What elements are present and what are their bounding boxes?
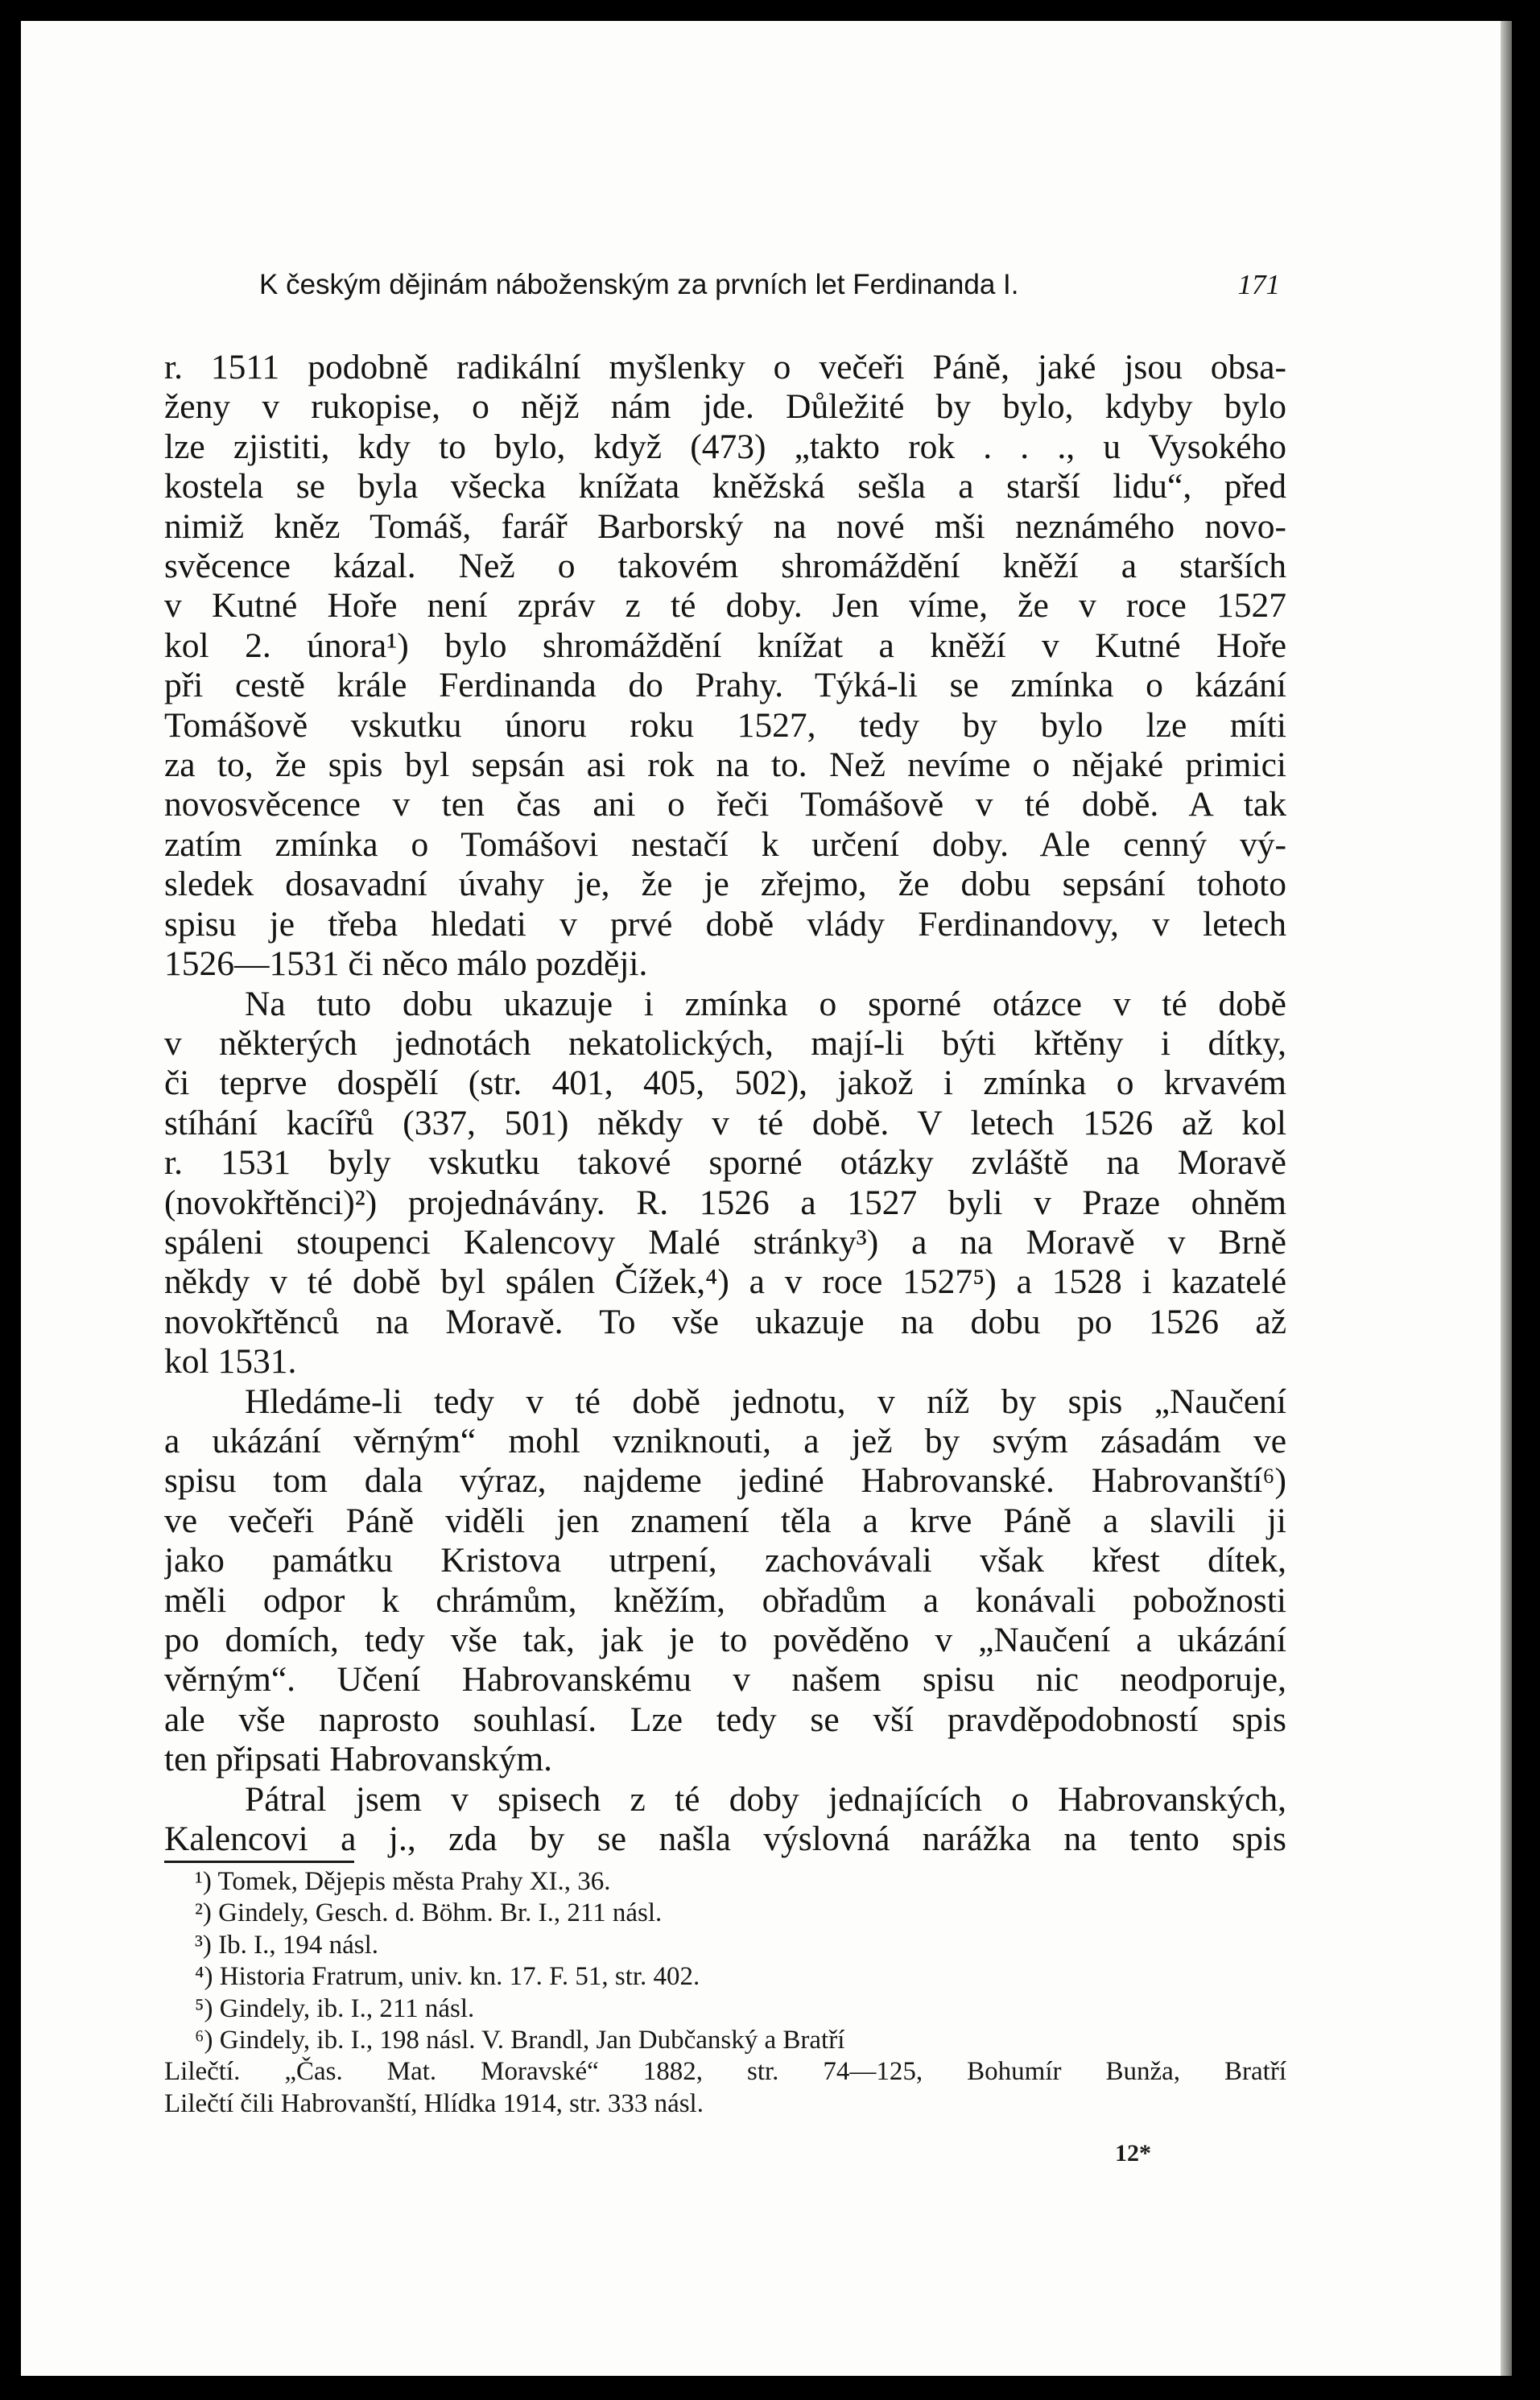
text-line: spisu tom dala výraz, najdeme jediné Habrovanské. Habrovanští⁶) [164,1461,1286,1501]
text-line: stíhání kacířů (337, 501) někdy v té době. V letech 1526 až kol [164,1103,1286,1142]
footnote: ³) Ib. I., 194 násl. [195,1930,379,1960]
text-line: jako památku Kristova utrpení, zachovávali však křest dítek, [164,1541,1286,1580]
footnotes [164,1866,1286,2120]
text-line: v Kutné Hoře není zpráv z té doby. Jen víme, že v roce 1527 [164,586,1286,626]
text-line: (novokřtěnci)²) projednávány. R. 1526 a 1527 byli v Praze ohněm [164,1183,1286,1222]
text-line: věrným“. Učení Habrovanskému v našem spisu nic neodporuje, [164,1660,1286,1700]
text-line: měli odpor k chrámům, kněžím, obřadům a konávali pobožnosti [164,1580,1286,1620]
text-line: lze zjistiti, kdy to bylo, když (473) „takto rok . . ., u Vysokého [164,427,1286,466]
signature-mark: 12* [1115,2140,1151,2167]
main-text [164,348,1286,1859]
footnote-continuation: Lilečtí čili Habrovanští, Hlídka 1914, str. 333 násl. [164,2088,704,2118]
footnote-continuation: Lilečtí. „Čas. Mat. Moravské“ 1882, str. 74—125, Bohumír Bunža, Bratří [164,2057,1286,2087]
text-line: po domích, tedy vše tak, jak je to pověděno v „Naučení a ukázání [164,1621,1286,1659]
text-line: ale vše naprosto souhlasí. Lze tedy se vší pravděpodobností spis [164,1700,1286,1739]
text-line: či teprve dospělí (str. 401, 405, 502), jakož i zmínka o krvavém [164,1064,1286,1103]
text-line: za to, že spis byl sepsán asi rok na to. Než nevíme o nějaké primici [164,746,1286,785]
footnote: ⁶) Gindely, ib. I., 198 násl. V. Brandl, Jan Dubčanský a Bratří [195,2026,845,2055]
text-line: svěcence kázal. Než o takovém shromáždění kněží a starších [164,547,1286,586]
text-line: Tomášově vskutku únoru roku 1527, tedy by bylo lze míti [164,705,1286,745]
text-line: při cestě krále Ferdinanda do Prahy. Týká-li se zmínka o kázání [164,666,1286,705]
text-line: v některých jednotách nekatolických, mají-li býti křtěny i dítky, [164,1023,1286,1063]
text-line: Kalencovi a j., zda by se našla výslovná narážka na tento spis [164,1820,1286,1859]
footnote: ⁵) Gindely, ib. I., 211 násl. [195,1993,475,2023]
text-line: spisu je třeba hledati v prvé době vlády Ferdinandovy, v letech [164,904,1286,944]
footnote: ²) Gindely, Gesch. d. Böhm. Br. I., 211 násl. [195,1898,663,1928]
text-line: sledek dosavadní úvahy je, že je zřejmo, že dobu sepsání tohoto [164,865,1286,904]
running-header [259,269,1280,301]
text-line: ve večeři Páně viděli jen znamení těla a krve Páně a slavili ji [164,1501,1286,1540]
footnote-rule [164,1861,354,1863]
header-title: K českým dějinám náboženským za prvních let Ferdinanda I. [259,269,1019,300]
text-line: kol 2. února¹) bylo shromáždění knížat a kněží v Kutné Hoře [164,626,1286,665]
paragraph-start: Hledáme-li tedy v té době jednotu, v níž by spis „Naučení [245,1382,1286,1421]
text-line: novokřtěnců na Moravě. To vše ukazuje na dobu po 1526 až [164,1302,1286,1341]
paragraph-start: Pátral jsem v spisech z té doby jednajících o Habrovanských, [245,1779,1286,1819]
footnote: ⁴) Historia Fratrum, univ. kn. 17. F. 51, str. 402. [195,1962,700,1992]
paragraph-start: Na tuto dobu ukazuje i zmínka o sporné otázce v té době [245,984,1286,1023]
text-line: 1526—1531 či něco málo později. [164,944,648,984]
footnote: ¹) Tomek, Dějepis města Prahy XI., 36. [195,1867,611,1896]
page-edge-shadow [1501,21,1512,2376]
text-line: ženy v rukopise, o nějž nám jde. Důležité by bylo, kdyby bylo [164,387,1286,427]
text-line: r. 1511 podobně radikální myšlenky o večeři Páně, jaké jsou obsa- [164,348,1286,386]
text-line: a ukázání věrným“ mohl vzniknouti, a jež by svým zásadám ve [164,1421,1286,1460]
text-line: spáleni stoupenci Kalencovy Malé stránky³) a na Moravě v Brně [164,1222,1286,1262]
text-line: zatím zmínka o Tomášovi nestačí k určení doby. Ale cenný vý- [164,824,1286,864]
text-line: někdy v té době byl spálen Čížek,⁴) a v roce 1527⁵) a 1528 i kazatelé [164,1262,1286,1302]
text-line: r. 1531 byly vskutku takové sporné otázky zvláště na Moravě [164,1143,1286,1183]
text-line: nimiž kněz Tomáš, farář Barborský na nové mši neznámého novo- [164,506,1286,546]
text-line: kol 1531. [164,1342,297,1382]
page-number: 171 [1237,269,1280,300]
text-line: kostela se byla všecka knížata kněžská sešla a starší lidu“, před [164,467,1286,506]
text-line: novosvěcence v ten čas ani o řeči Tomášově v té době. A tak [164,785,1286,824]
text-line: ten připsati Habrovanským. [164,1740,553,1779]
